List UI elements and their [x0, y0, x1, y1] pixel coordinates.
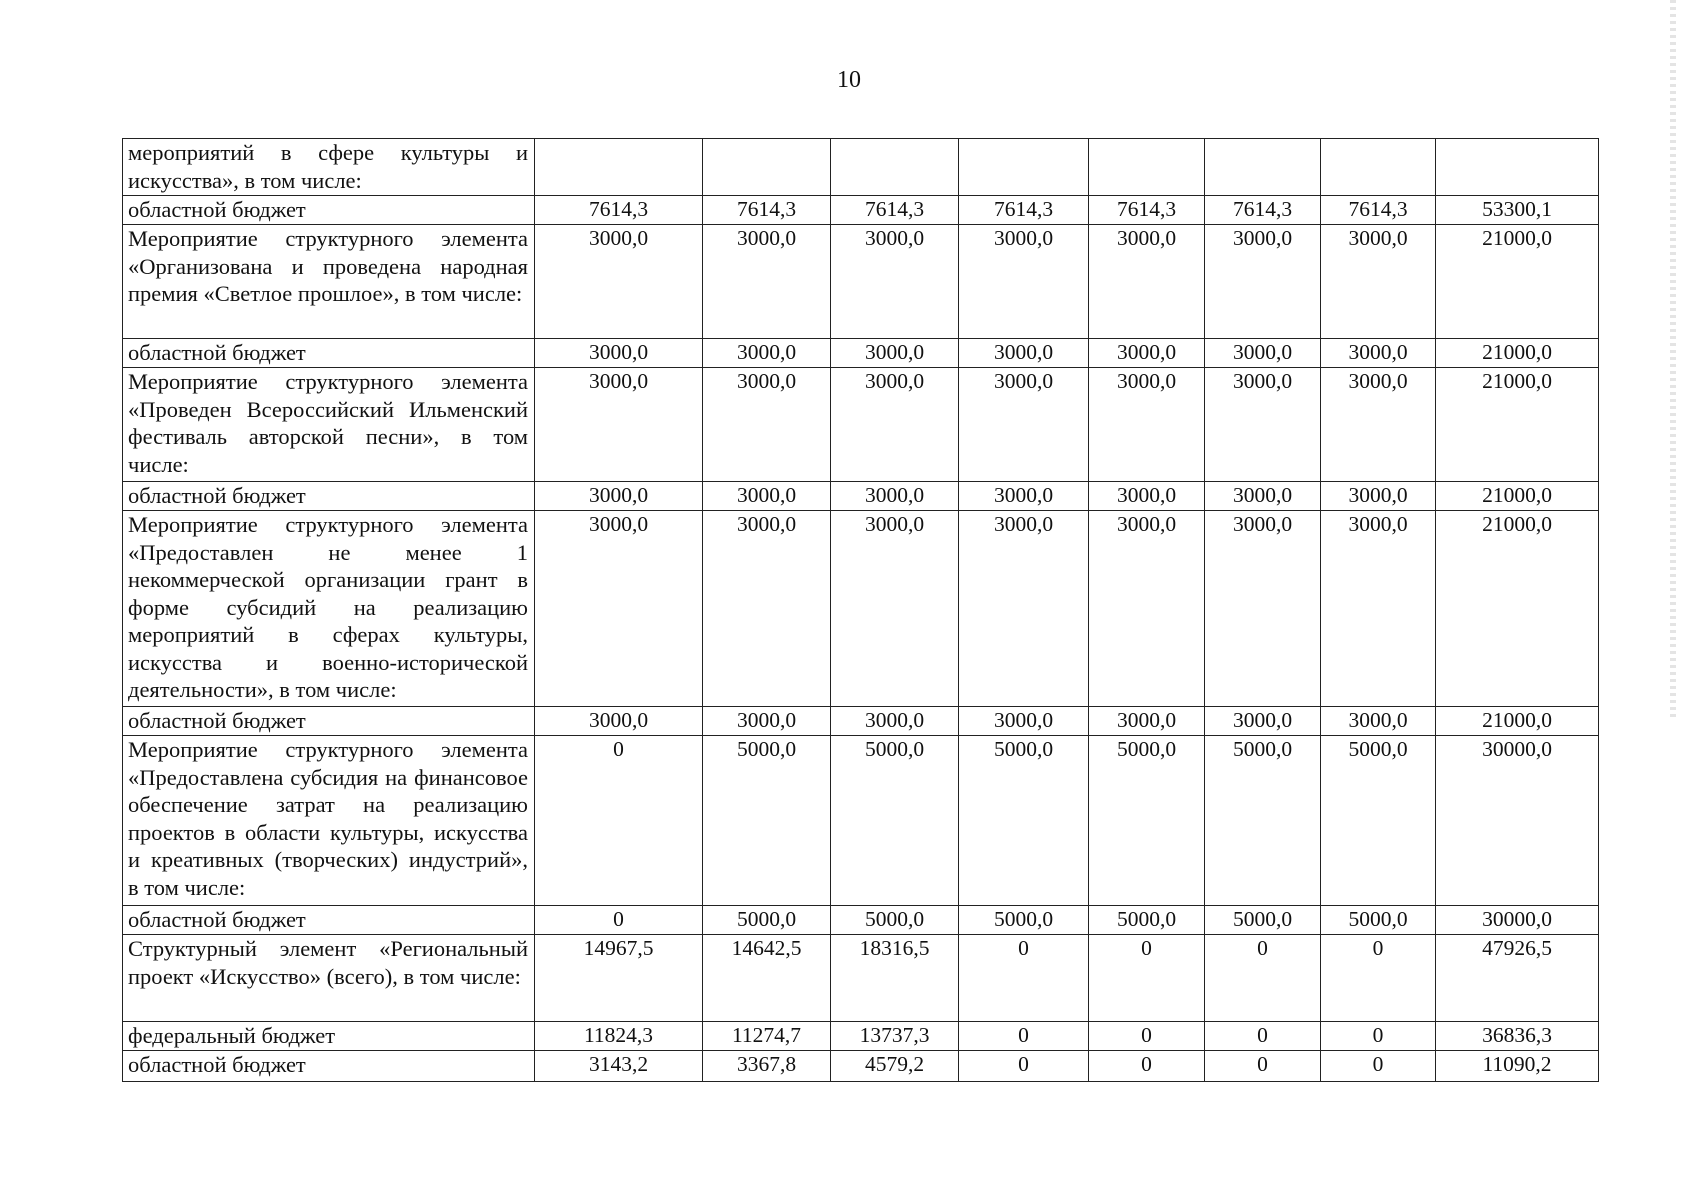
table-row	[123, 906, 1599, 935]
total-cell: 21000,0	[1436, 225, 1599, 339]
table-row	[123, 736, 1599, 906]
value-cell: 18316,5	[831, 935, 959, 1022]
value-cell: 3000,0	[1321, 482, 1436, 511]
value-cell: 0	[1321, 935, 1436, 1022]
value-cell: 3000,0	[535, 511, 703, 707]
value-cell: 7614,3	[1205, 196, 1321, 225]
value-cell: 3000,0	[831, 339, 959, 368]
value-cell: 7614,3	[1089, 196, 1205, 225]
row-label: федеральный бюджет	[123, 1022, 535, 1051]
value-cell: 0	[1205, 935, 1321, 1022]
value-cell: 0	[535, 906, 703, 935]
row-label: Мероприятие структурного элемента «Организована и проведена народная премия «Светлое прошлое», в том числе:	[123, 225, 535, 339]
total-cell: 21000,0	[1436, 368, 1599, 482]
total-cell: 21000,0	[1436, 339, 1599, 368]
value-cell: 5000,0	[703, 736, 831, 906]
value-cell: 3000,0	[959, 225, 1089, 339]
value-cell: 11274,7	[703, 1022, 831, 1051]
table-row	[123, 339, 1599, 368]
value-cell	[1205, 139, 1321, 196]
value-cell: 5000,0	[831, 906, 959, 935]
value-cell: 3000,0	[703, 482, 831, 511]
value-cell: 5000,0	[959, 906, 1089, 935]
value-cell: 3000,0	[1205, 482, 1321, 511]
table-row	[123, 196, 1599, 225]
value-cell: 0	[1205, 1022, 1321, 1051]
value-cell: 7614,3	[959, 196, 1089, 225]
value-cell: 3000,0	[1321, 339, 1436, 368]
table-row	[123, 139, 1599, 196]
value-cell: 3000,0	[1089, 707, 1205, 736]
value-cell: 3000,0	[535, 339, 703, 368]
table-row	[123, 935, 1599, 1022]
value-cell: 3000,0	[831, 225, 959, 339]
row-label: Структурный элемент «Региональный проект «Искусство» (всего), в том числе:	[123, 935, 535, 1022]
value-cell: 3000,0	[1205, 368, 1321, 482]
value-cell	[959, 139, 1089, 196]
total-cell: 21000,0	[1436, 707, 1599, 736]
total-cell: 30000,0	[1436, 906, 1599, 935]
value-cell: 14967,5	[535, 935, 703, 1022]
table-row	[123, 225, 1599, 339]
value-cell: 3000,0	[1089, 511, 1205, 707]
value-cell: 3000,0	[831, 511, 959, 707]
value-cell: 0	[959, 935, 1089, 1022]
table-row	[123, 368, 1599, 482]
total-cell: 47926,5	[1436, 935, 1599, 1022]
value-cell: 3000,0	[831, 368, 959, 482]
value-cell	[535, 139, 703, 196]
value-cell: 3367,8	[703, 1051, 831, 1082]
total-cell: 21000,0	[1436, 511, 1599, 707]
value-cell: 0	[959, 1051, 1089, 1082]
value-cell: 3000,0	[1205, 707, 1321, 736]
value-cell: 7614,3	[535, 196, 703, 225]
page-number: 10	[837, 67, 861, 93]
value-cell: 5000,0	[831, 736, 959, 906]
value-cell: 7614,3	[831, 196, 959, 225]
value-cell: 0	[1089, 1022, 1205, 1051]
value-cell: 3000,0	[959, 482, 1089, 511]
value-cell: 7614,3	[1321, 196, 1436, 225]
value-cell: 0	[1089, 1051, 1205, 1082]
total-cell: 11090,2	[1436, 1051, 1599, 1082]
row-label: Мероприятие структурного элемента «Проведен Всероссийский Ильменский фестиваль авторской песни», в том числе:	[123, 368, 535, 482]
value-cell: 3000,0	[535, 225, 703, 339]
value-cell: 3143,2	[535, 1051, 703, 1082]
table-row	[123, 1022, 1599, 1051]
value-cell: 5000,0	[1089, 736, 1205, 906]
value-cell: 3000,0	[535, 482, 703, 511]
value-cell: 3000,0	[1089, 368, 1205, 482]
value-cell: 3000,0	[1321, 225, 1436, 339]
row-label: Мероприятие структурного элемента «Предоставлена субсидия на финансовое обеспечение затрат на реализацию проектов в области культуры, искусства и креативных (творческих) индустрий», в том числе:	[123, 736, 535, 906]
value-cell: 7614,3	[703, 196, 831, 225]
value-cell	[1321, 139, 1436, 196]
value-cell: 3000,0	[703, 707, 831, 736]
row-label: областной бюджет	[123, 906, 535, 935]
row-label: областной бюджет	[123, 482, 535, 511]
value-cell: 3000,0	[959, 368, 1089, 482]
value-cell: 3000,0	[1089, 225, 1205, 339]
value-cell: 3000,0	[1321, 707, 1436, 736]
value-cell: 3000,0	[831, 482, 959, 511]
value-cell: 3000,0	[959, 511, 1089, 707]
scan-edge-artifact	[1670, 0, 1676, 720]
value-cell: 0	[1205, 1051, 1321, 1082]
value-cell: 3000,0	[535, 707, 703, 736]
value-cell: 13737,3	[831, 1022, 959, 1051]
value-cell: 11824,3	[535, 1022, 703, 1051]
value-cell	[703, 139, 831, 196]
value-cell	[1089, 139, 1205, 196]
value-cell: 3000,0	[703, 339, 831, 368]
value-cell: 14642,5	[703, 935, 831, 1022]
row-label: областной бюджет	[123, 1051, 535, 1082]
value-cell: 0	[1321, 1051, 1436, 1082]
total-cell: 53300,1	[1436, 196, 1599, 225]
row-label: областной бюджет	[123, 339, 535, 368]
value-cell: 3000,0	[703, 225, 831, 339]
table-row	[123, 511, 1599, 707]
value-cell: 5000,0	[959, 736, 1089, 906]
value-cell: 5000,0	[1205, 906, 1321, 935]
value-cell: 0	[535, 736, 703, 906]
row-label: областной бюджет	[123, 707, 535, 736]
value-cell: 5000,0	[703, 906, 831, 935]
value-cell: 5000,0	[1205, 736, 1321, 906]
value-cell: 3000,0	[1205, 225, 1321, 339]
table-row	[123, 482, 1599, 511]
value-cell: 3000,0	[831, 707, 959, 736]
row-label: Мероприятие структурного элемента «Предоставлен не менее 1 некоммерческой организации грант в форме субсидий на реализацию мероприятий в сферах культуры, искусства и военно-исторической деятельности», в том числе:	[123, 511, 535, 707]
value-cell: 0	[1089, 935, 1205, 1022]
row-label: областной бюджет	[123, 196, 535, 225]
value-cell: 4579,2	[831, 1051, 959, 1082]
value-cell: 3000,0	[959, 707, 1089, 736]
table-row	[123, 707, 1599, 736]
total-cell: 36836,3	[1436, 1022, 1599, 1051]
value-cell: 3000,0	[1205, 511, 1321, 707]
table-body	[123, 139, 1599, 1082]
total-cell: 30000,0	[1436, 736, 1599, 906]
total-cell	[1436, 139, 1599, 196]
value-cell: 3000,0	[535, 368, 703, 482]
value-cell: 5000,0	[1321, 906, 1436, 935]
value-cell: 3000,0	[1321, 511, 1436, 707]
value-cell: 5000,0	[1321, 736, 1436, 906]
value-cell: 0	[1321, 1022, 1436, 1051]
value-cell: 3000,0	[703, 368, 831, 482]
value-cell: 3000,0	[959, 339, 1089, 368]
value-cell: 3000,0	[1321, 368, 1436, 482]
table-row	[123, 1051, 1599, 1082]
value-cell: 3000,0	[703, 511, 831, 707]
value-cell: 5000,0	[1089, 906, 1205, 935]
value-cell: 0	[959, 1022, 1089, 1051]
value-cell: 3000,0	[1089, 482, 1205, 511]
value-cell	[831, 139, 959, 196]
value-cell: 3000,0	[1089, 339, 1205, 368]
row-label: мероприятий в сфере культуры и искусства», в том числе:	[123, 139, 535, 196]
total-cell: 21000,0	[1436, 482, 1599, 511]
value-cell: 3000,0	[1205, 339, 1321, 368]
budget-table	[122, 138, 1599, 1082]
